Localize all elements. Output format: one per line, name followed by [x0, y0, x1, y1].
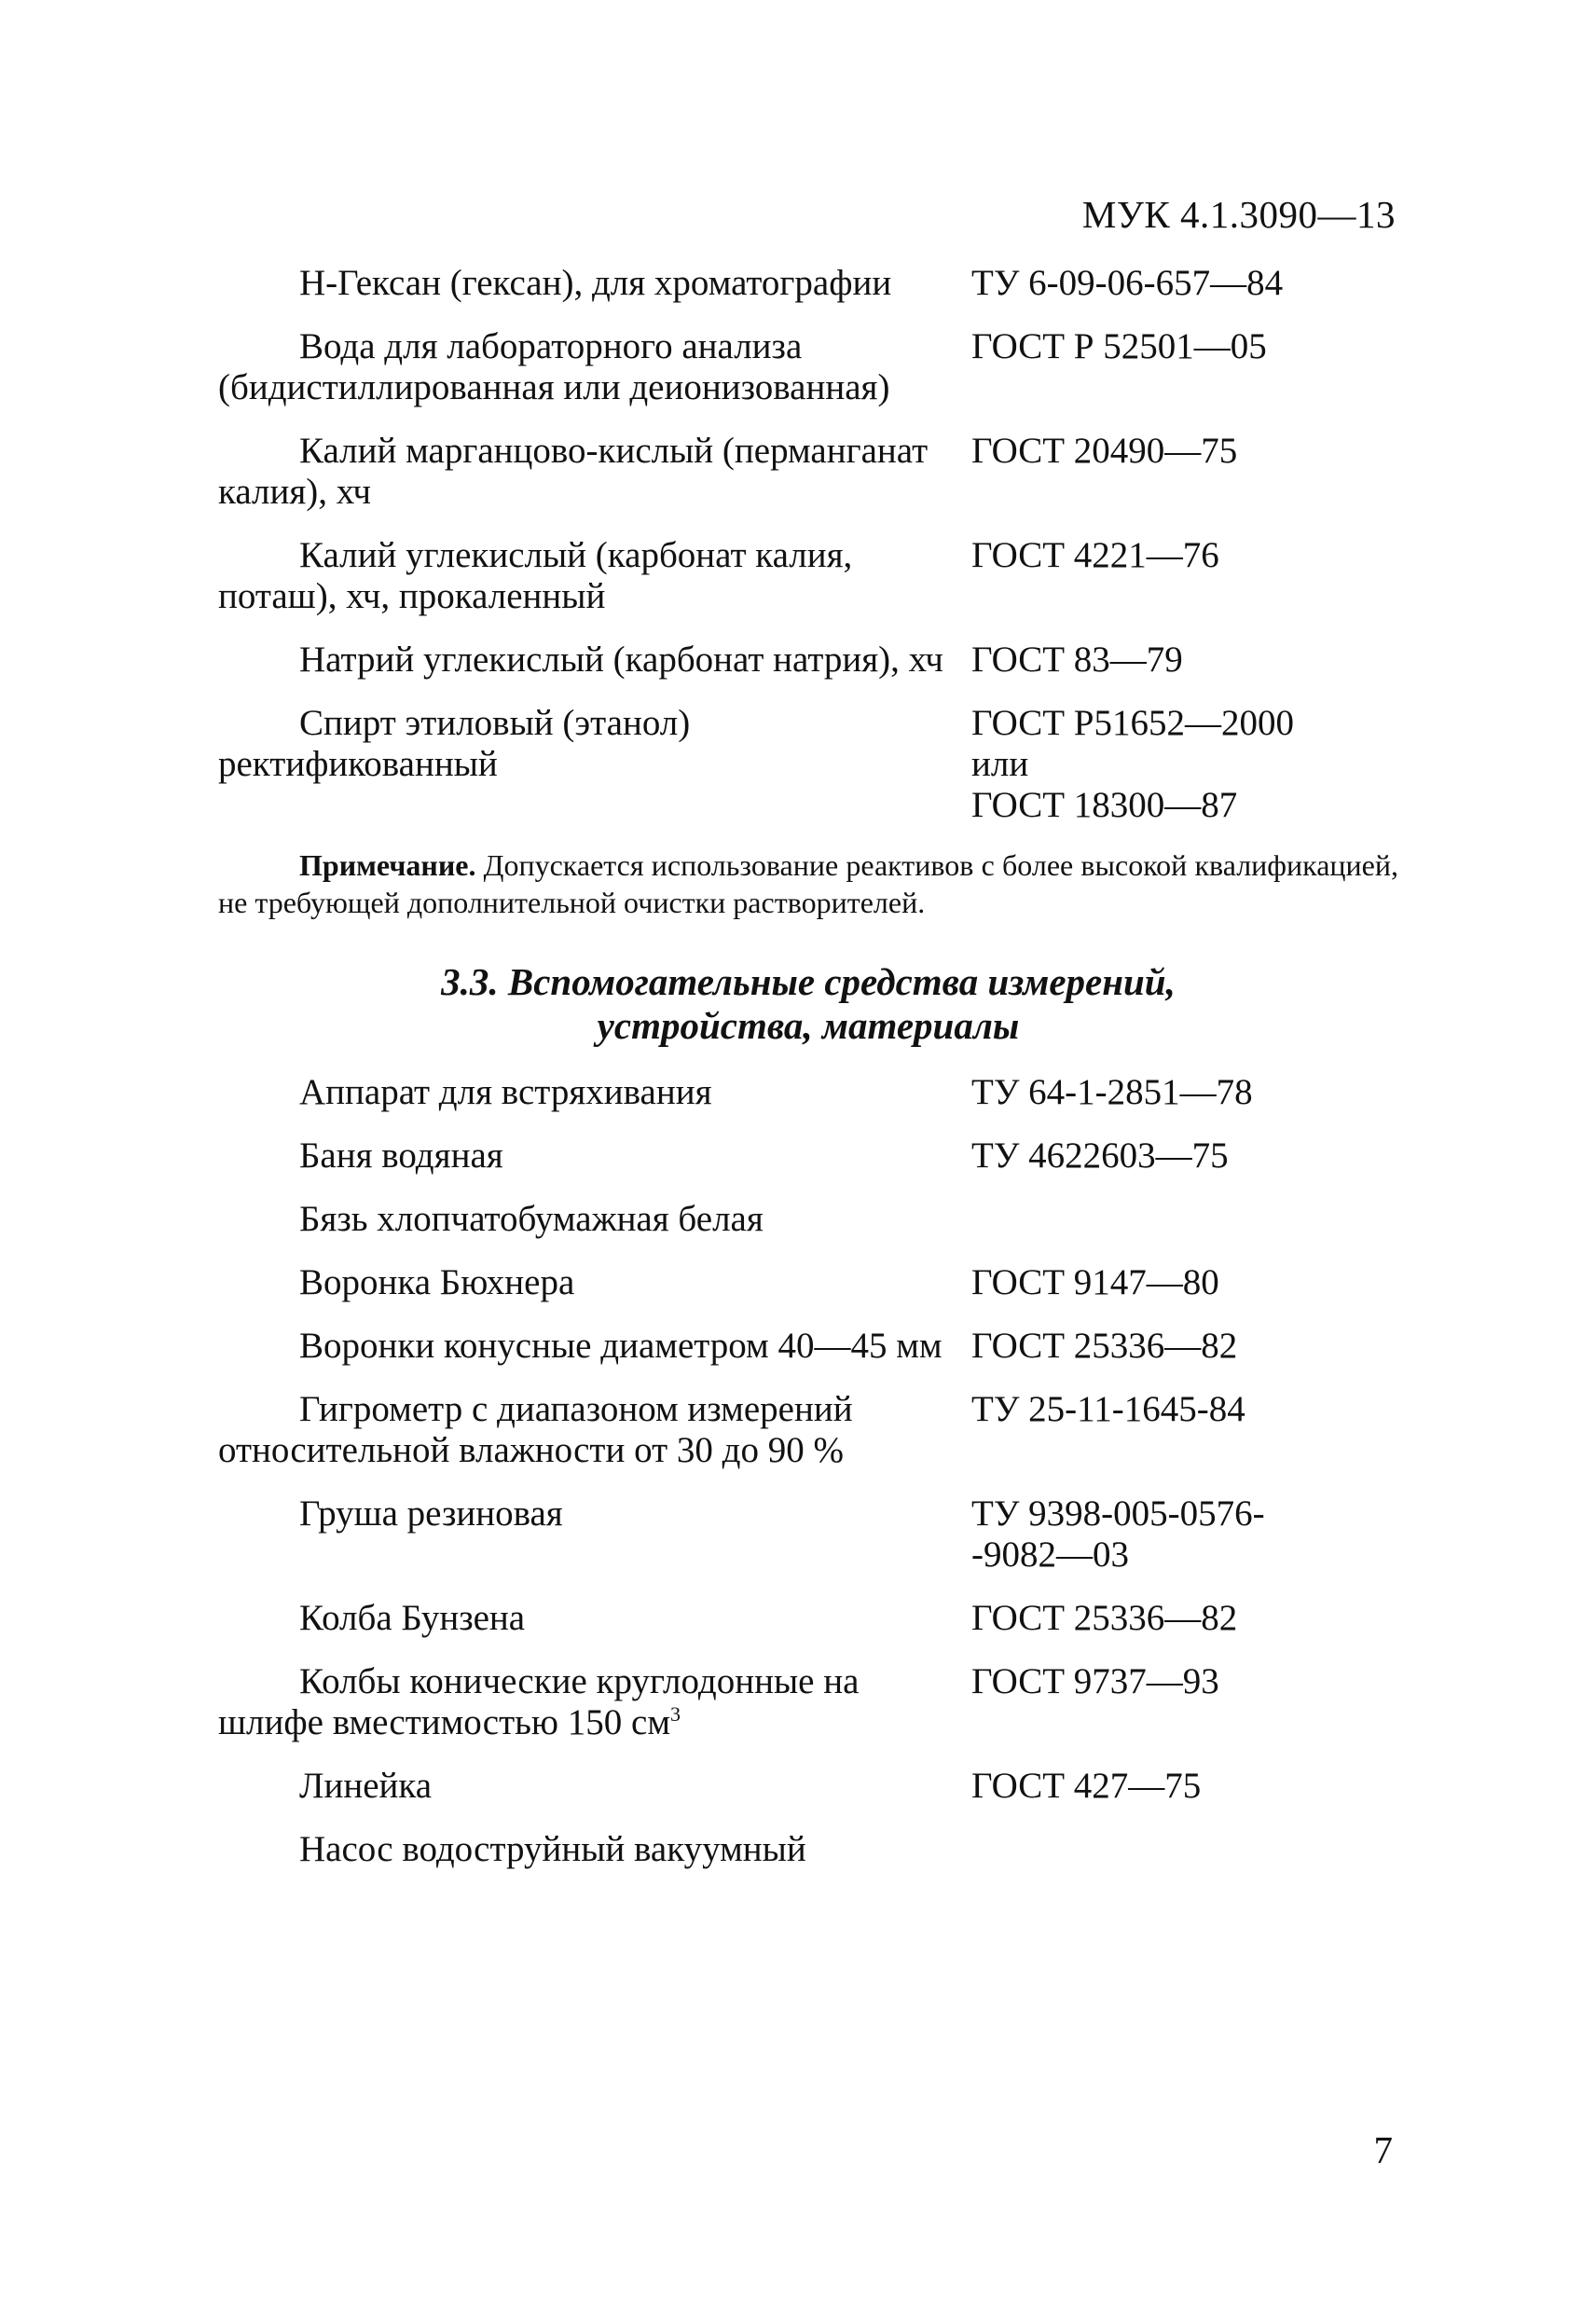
page-number: 7	[1373, 2128, 1393, 2171]
note-text: Допускается использование реактивов с более высокой квалификацией, не требующей дополнительной очистки растворителей.	[218, 848, 1398, 919]
reagent-standard	[971, 535, 1402, 576]
item-name: Аппарат для встряхивания	[299, 1072, 712, 1112]
item-name: Груша резиновая	[299, 1493, 563, 1534]
standard-code: ГОСТ 9147—80	[971, 1262, 1219, 1302]
item-row	[218, 1493, 1402, 1576]
item-row	[218, 1661, 1402, 1743]
item-row	[218, 1072, 1402, 1113]
standard-or: или	[971, 744, 1029, 784]
item-name: Воронка Бюхнера	[299, 1262, 575, 1302]
item-name: Бязь хлопчатобумажная белая	[299, 1199, 764, 1239]
standard-code: ГОСТ 427—75	[971, 1766, 1202, 1806]
standard-code: ТУ 6-09-06-657—84	[971, 263, 1284, 303]
item-standard	[971, 1326, 1402, 1367]
note-label: Примечание.	[299, 848, 476, 882]
item-row	[218, 1766, 1402, 1807]
item-name: Насос водоструйный вакуумный	[299, 1829, 806, 1869]
standard-code: ГОСТ 83—79	[971, 640, 1183, 680]
item-row	[218, 1829, 1402, 1870]
item-name: Гигрометр с диапазоном измерений относительной влажности от 30 до 90 %	[218, 1389, 853, 1470]
item-name-text: Колбы конические круглодонные на шлифе вместимостью 150 см	[218, 1661, 860, 1742]
standard-code: ТУ 64-1-2851—78	[971, 1072, 1253, 1112]
item-standard	[971, 1598, 1402, 1639]
item-standard	[971, 1493, 1402, 1576]
item-row	[218, 1389, 1402, 1471]
section-title-line: устройства, материалы	[597, 1004, 1020, 1047]
standard-code: ГОСТ 25336—82	[971, 1326, 1238, 1366]
reagent-name: Калий углекислый (карбонат калия, поташ), хч, прокаленный	[218, 535, 853, 616]
standard-code: ГОСТ 4221—76	[971, 535, 1219, 575]
item-name: Воронки конусные диаметром 40—45 мм	[299, 1326, 942, 1366]
reagent-row	[218, 263, 1402, 304]
reagent-row	[218, 640, 1402, 681]
item-standard	[971, 1389, 1402, 1430]
item-name: Колба Бунзена	[299, 1598, 526, 1638]
item-row	[218, 1135, 1402, 1177]
item-row	[218, 1262, 1402, 1303]
item-standard	[971, 1262, 1402, 1303]
standard-code: ГОСТ 25336—82	[971, 1598, 1238, 1638]
reagent-standard	[971, 640, 1402, 681]
reagent-row	[218, 535, 1402, 617]
reagent-name: Н-Гексан (гексан), для хроматографии	[299, 263, 892, 303]
reagent-standard	[971, 431, 1402, 472]
reagent-name: Вода для лабораторного анализа (бидистиллированная или деионизованная)	[218, 326, 890, 407]
standard-code-continued: -9082—03	[971, 1534, 1129, 1575]
item-standard	[971, 1766, 1402, 1807]
item-standard	[971, 1135, 1402, 1177]
reagent-row	[218, 326, 1402, 408]
standard-code: ТУ 4622603—75	[971, 1135, 1229, 1176]
reagent-name: Спирт этиловый (этанол) ректификованный	[218, 703, 691, 784]
standard-code: ГОСТ Р 52501—05	[971, 326, 1267, 366]
item-row	[218, 1598, 1402, 1639]
reagent-row	[218, 703, 1402, 826]
section-title	[218, 960, 1398, 1048]
standard-code: ТУ 9398-005-0576-	[971, 1493, 1265, 1534]
document-code: МУК 4.1.3090—13	[1081, 193, 1396, 236]
standard-code: ГОСТ 20490—75	[971, 431, 1238, 471]
item-standard	[971, 1072, 1402, 1113]
reagent-name: Калий марганцово-кислый (перманганат калия), хч	[218, 431, 929, 512]
section-title-line: 3.3. Вспомогательные средства измерений,	[441, 960, 1176, 1003]
page-content	[218, 263, 1402, 1870]
standard-code: ГОСТ 9737—93	[971, 1661, 1219, 1701]
reagent-name: Натрий углекислый (карбонат натрия), хч	[299, 640, 943, 680]
standard-code: ГОСТ 18300—87	[971, 785, 1238, 825]
unit-superscript: 3	[670, 1702, 681, 1726]
reagent-standard	[971, 263, 1402, 304]
item-standard	[971, 1661, 1402, 1702]
reagent-row	[218, 431, 1402, 513]
item-row	[218, 1326, 1402, 1367]
reagent-standard	[971, 703, 1402, 826]
note-paragraph	[218, 846, 1398, 921]
item-row	[218, 1199, 1402, 1240]
item-name	[218, 1661, 945, 1743]
standard-code: ТУ 25-11-1645-84	[971, 1389, 1245, 1429]
item-name: Баня водяная	[299, 1135, 503, 1176]
item-name: Линейка	[299, 1766, 433, 1806]
standard-code: ГОСТ Р51652—2000	[971, 703, 1294, 743]
reagent-standard	[971, 326, 1402, 367]
